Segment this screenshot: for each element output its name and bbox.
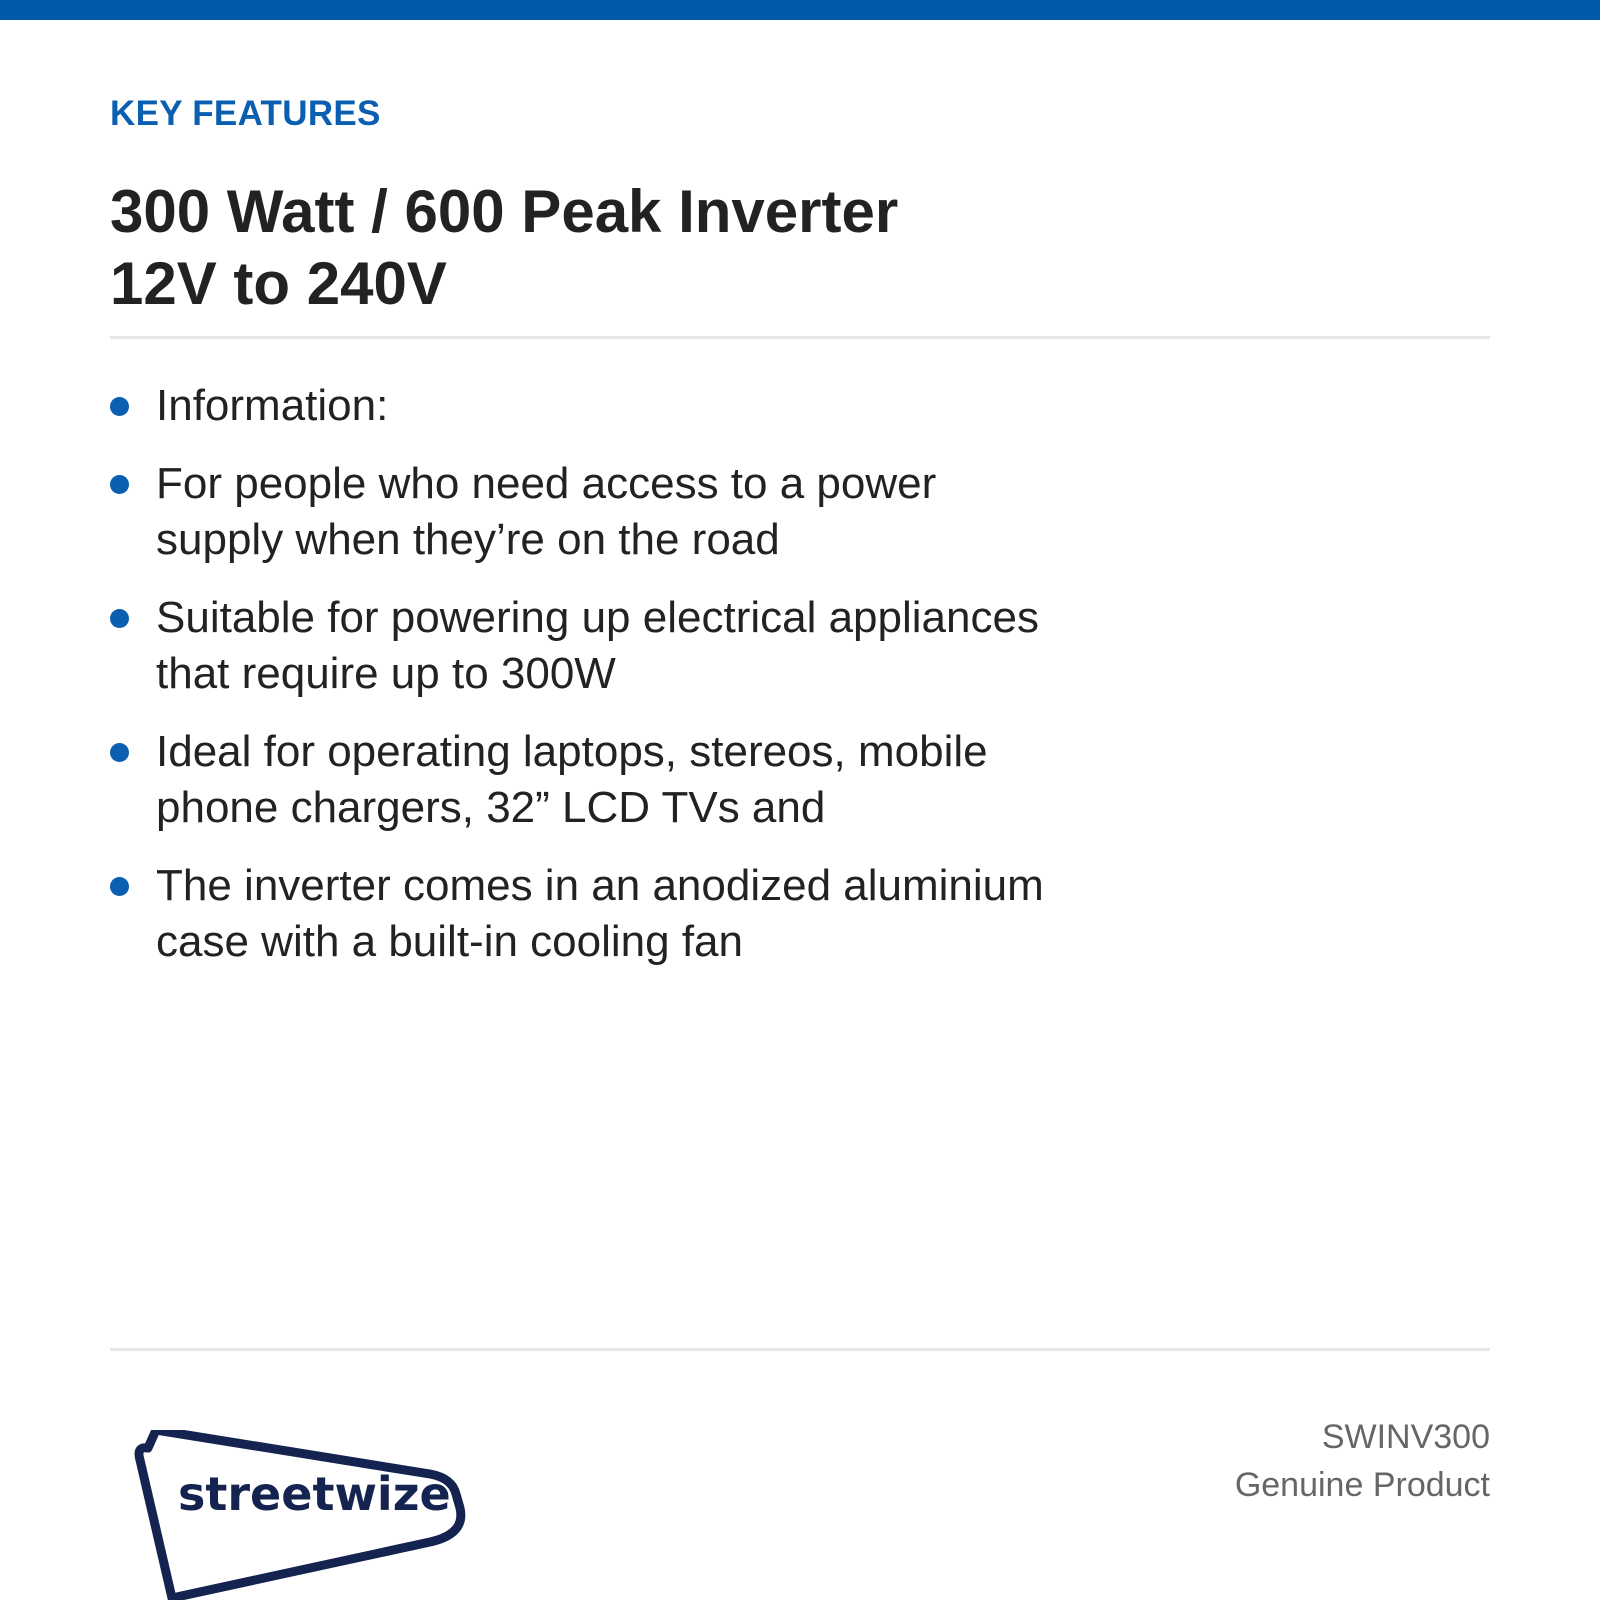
top-divider <box>110 336 1490 339</box>
bullet-icon <box>110 877 129 896</box>
feature-item <box>110 858 1050 970</box>
feature-text: Suitable for powering up electrical appliances that require up to 300W <box>156 593 1039 698</box>
feature-item <box>110 456 1050 568</box>
logo-wordmark: streetwize <box>178 1467 451 1521</box>
bullet-icon <box>110 743 129 762</box>
bottom-divider <box>110 1348 1490 1351</box>
streetwize-logo-icon <box>130 1430 480 1600</box>
streetwize-logo <box>130 1430 480 1600</box>
feature-item <box>110 378 1050 434</box>
top-accent-bar <box>0 0 1600 20</box>
feature-text: Ideal for operating laptops, stereos, mobile phone chargers, 32” LCD TVs and <box>156 727 988 832</box>
product-title <box>110 176 898 320</box>
feature-item <box>110 590 1050 702</box>
feature-text: Information: <box>156 381 389 430</box>
feature-item <box>110 724 1050 836</box>
product-code: SWINV300 <box>1321 1418 1490 1456</box>
section-eyebrow: KEY FEATURES <box>110 94 381 133</box>
feature-text: The inverter comes in an anodized aluminium case with a built-in cooling fan <box>156 861 1044 966</box>
bullet-icon <box>110 397 129 416</box>
feature-text: For people who need access to a power supply when they’re on the road <box>156 459 937 564</box>
product-title-line-1: 300 Watt / 600 Peak Inverter <box>110 178 899 245</box>
bullet-icon <box>110 475 129 494</box>
genuine-product-label: Genuine Product <box>1234 1466 1490 1504</box>
product-title-line-2: 12V to 240V <box>110 250 447 317</box>
feature-list <box>110 378 1050 992</box>
bullet-icon <box>110 609 129 628</box>
